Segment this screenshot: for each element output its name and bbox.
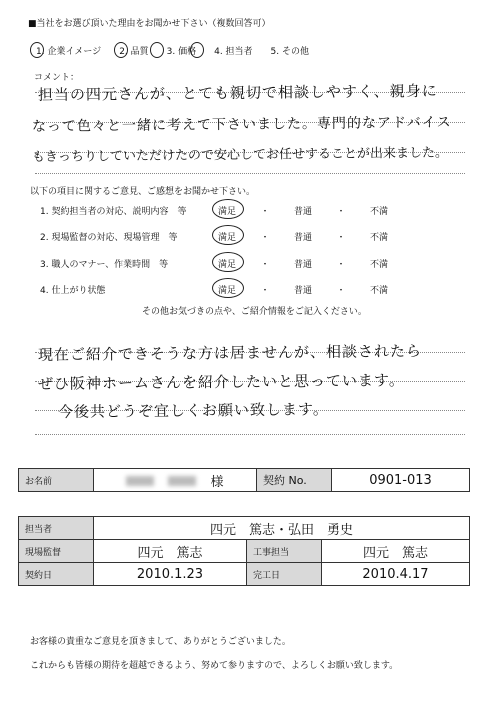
survey-item-4: 4. 仕上がり状態 [40, 286, 106, 296]
choice-satisfied: 満足 [218, 207, 237, 217]
choice-satisfied: 満足 [218, 233, 237, 243]
reasons-options [36, 44, 309, 57]
redacted-name [168, 476, 196, 486]
customer-name [94, 469, 257, 492]
referral-line-3: 今後共どうぞ宜しくお願い致します。 [57, 400, 329, 421]
kantoku-label: 現場監督 [19, 540, 94, 563]
choice-dissatisfied: 不満 [369, 207, 388, 217]
survey-choices-1: 満足 ・ 普通 ・ 不満 [218, 204, 388, 217]
selected-circle [212, 199, 244, 219]
survey-item-1: 1. 契約担当者の対応、説明内容 等 [40, 207, 187, 217]
survey-header: 以下の項目に関するご意見、ご感想をお聞かせ下さい。 [30, 187, 256, 197]
reason-option-2: 2. 品質 [119, 47, 149, 57]
contract-date: 2010.1.23 [94, 563, 247, 586]
customer-table [18, 468, 470, 492]
survey-choices-4: 満足 ・ 普通 ・ 不満 [218, 283, 388, 296]
survey-item-2: 2. 現場監督の対応、現場管理 等 [40, 233, 178, 243]
reason-option-4: 4. 担当者 [214, 47, 253, 57]
reasons-header: ■当社をお選び頂いた理由をお聞かせ下さい（複数回答可） [28, 19, 271, 29]
referral-line-1: 現在ご紹介できそうな方は居ませんが、相談されたら [37, 341, 423, 364]
choice-dissatisfied: 不満 [369, 286, 388, 296]
reason-option-3: 3. 価格 [166, 47, 197, 57]
comment-line-2: なって色々と一緒に考えて下さいました。専門的なアドバイス [31, 114, 452, 135]
kantoku-value: 四元 篤志 [94, 540, 247, 563]
koji-label: 工事担当 [247, 540, 322, 563]
contract-no: 0901-013 [332, 469, 470, 492]
footer-line-1: お客様の貴重なご意見を頂きまして、ありがとうございました。 [30, 637, 291, 647]
reason-option-5: 5. その他 [270, 47, 309, 57]
tantou-label: 担当者 [19, 517, 94, 540]
comment-line-1: 担当の四元さんが、とても親切で相談しやすく、親身に [37, 81, 438, 104]
survey-choices-2: 満足 ・ 普通 ・ 不満 [218, 230, 388, 243]
choice-normal: 普通 [293, 207, 312, 217]
choice-normal: 普通 [293, 286, 312, 296]
survey-choices-3: 満足 ・ 普通 ・ 不満 [218, 257, 388, 270]
staff-table [18, 516, 470, 586]
koji-value: 四元 篤志 [322, 540, 470, 563]
referral-header: その他お気づきの点や、ご紹介情報をご記入ください。 [142, 307, 367, 317]
circle-mark [150, 42, 164, 58]
circle-mark [190, 42, 204, 58]
selected-circle [212, 278, 244, 298]
selected-circle [212, 225, 244, 245]
complete-label: 完工日 [247, 563, 322, 586]
reason-option-1: 1. 企業イメージ [36, 47, 102, 57]
name-label: お名前 [19, 469, 94, 492]
contract-no-label: 契約 No. [257, 469, 332, 492]
honorific: 様 [210, 474, 224, 490]
circle-mark [114, 42, 128, 58]
choice-normal: 普通 [293, 260, 312, 270]
choice-dissatisfied: 不満 [369, 233, 388, 243]
comment-label: コメント： [34, 73, 80, 83]
choice-dissatisfied: 不満 [369, 260, 388, 270]
selected-circle [212, 252, 244, 272]
circle-mark [30, 42, 44, 58]
referral-line-2: ぜひ阪神ホームさんを紹介したいと思っています。 [37, 371, 405, 393]
survey-item-3: 3. 職人のマナー、作業時間 等 [40, 260, 169, 270]
redacted-name [126, 476, 154, 486]
contract-date-label: 契約日 [19, 563, 94, 586]
complete-date: 2010.4.17 [322, 563, 470, 586]
comment-line-3: もきっちりしていただけたので安心してお任せすることが出来ました。 [31, 145, 449, 165]
footer-line-2: これからも皆様の期待を超越できるよう、努めて参りますので、よろしくお願い致します。 [30, 661, 399, 671]
tantou-value: 四元 篤志・弘田 勇史 [94, 517, 470, 540]
choice-normal: 普通 [293, 233, 312, 243]
choice-satisfied: 満足 [218, 286, 237, 296]
choice-satisfied: 満足 [218, 260, 237, 270]
